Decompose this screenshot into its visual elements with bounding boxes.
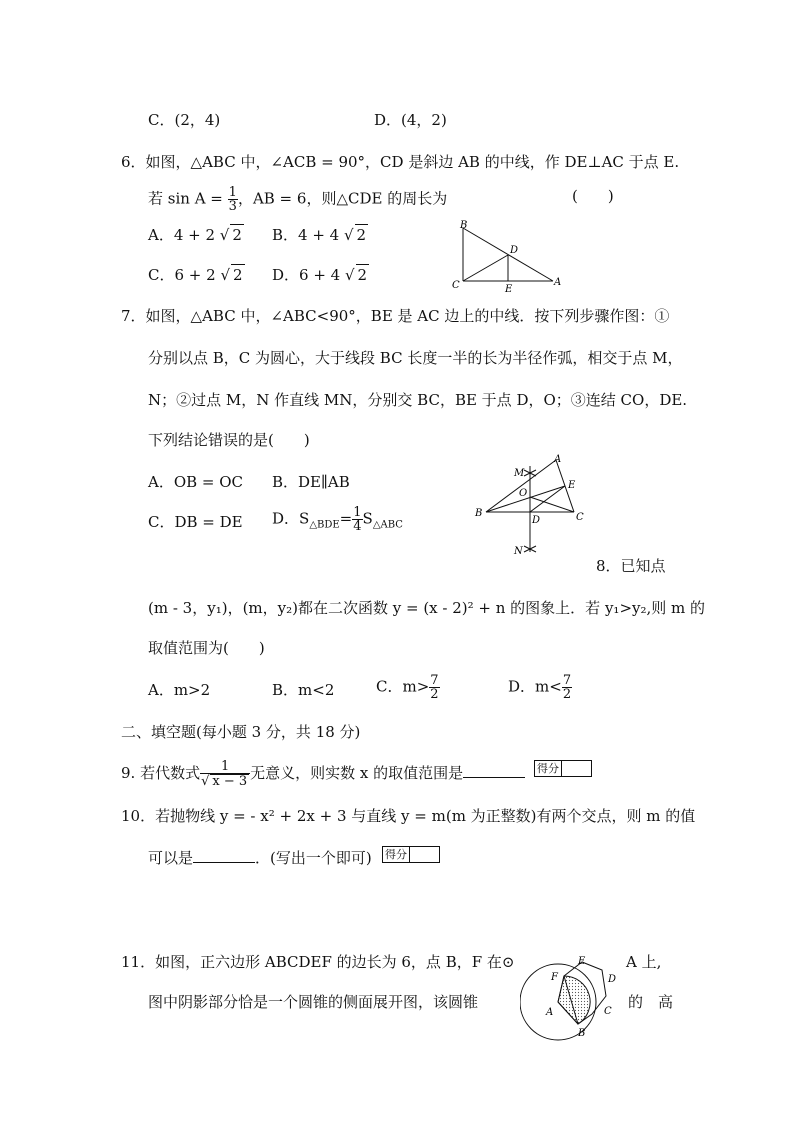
q11-label-a: A — [546, 1007, 554, 1018]
q7-option-b: B．DE∥AB — [272, 473, 350, 491]
q11-label-b: B — [578, 1028, 586, 1039]
q6-triangle-figure — [448, 218, 572, 294]
q9-answer-blank[interactable] — [463, 763, 525, 778]
q10-line1: 10．若抛物线 y = - x² + 2x + 3 与直线 y = m(m 为正整数)有两个交点，则 m 的值 — [121, 807, 696, 825]
q7-line1: 7．如图，△ABC 中，∠ABC<90°，BE 是 AC 边上的中线．按下列步骤作图：① — [121, 307, 670, 325]
q7-option-d: D．$S_{\triangle BDE}=$ $\frac{1}{4}$ $S_{\triangle ABC}$ — [272, 505, 403, 534]
q8-line1: 8．已知点 — [596, 557, 666, 575]
q7-label-a: A — [554, 454, 562, 465]
q8-line2: (m - 3，y₁)，(m，y₂)都在二次函数 y = (x - 2)² + n 的图象上．若 y₁>y₂,则 m 的 — [148, 599, 706, 617]
q7-line3: N；②过点 M，N 作直线 MN，分别交 BC，BE 于点 D，O；③连结 CO，DE. — [148, 391, 688, 409]
q6-label-d: D — [510, 245, 519, 256]
q7-option-c: C．DB = DE — [148, 513, 243, 531]
q6-option-d: D．6 + 4 √ 2 — [272, 266, 368, 284]
q6-option-a: A．4 + 2 √ 2 — [148, 226, 242, 244]
q5-option-c: C．(2，4) — [148, 111, 221, 129]
q11-label-f: F — [551, 972, 558, 983]
q7-label-d: D — [532, 515, 541, 526]
q6-fraction: $\frac{1}{3}$ — [228, 185, 237, 214]
q11-label-d: D — [608, 974, 617, 985]
q6-answer-paren: ( ) — [572, 187, 614, 205]
q9-line: 9. 若代数式 $\frac{1}{√ x - 3}$ 无意义，则实数 x 的取值范围是 — [121, 760, 525, 788]
q7-label-b: B — [475, 508, 483, 519]
q11-line1-end: A 上, — [626, 953, 662, 971]
q11-line1: 11．如图，正六边形 ABCDEF 的边长为 6，点 B，F 在⊙ — [121, 953, 515, 971]
q7-label-c: C — [576, 512, 584, 523]
q8-option-a: A．m>2 — [148, 681, 211, 699]
q6-label-c: C — [452, 280, 460, 291]
q8-line3: 取值范围为( ) — [148, 639, 265, 657]
q8-option-b: B．m<2 — [272, 681, 335, 699]
q5-option-d: D．(4，2) — [374, 111, 447, 129]
q7-option-a: A．OB = OC — [148, 473, 244, 491]
q6-number: 6． — [121, 153, 146, 171]
q10-line2: 可以是 ．(写出一个即可) — [148, 849, 372, 867]
q6-label-a: A — [554, 277, 562, 288]
q10-answer-blank[interactable] — [193, 848, 255, 863]
q7-label-n: N — [514, 546, 523, 557]
q8-option-c: C．m> $\frac{7}{2}$ — [376, 673, 439, 702]
q11-label-e: E — [578, 956, 586, 967]
q6-line1 — [121, 152, 679, 172]
q7-line2: 分别以点 B，C 为圆心，大于线段 BC 长度一半的长为半径作弧，相交于点 M， — [148, 349, 683, 367]
q7-label-o: O — [519, 488, 528, 499]
q7-line4: 下列结论错误的是( ) — [148, 431, 310, 449]
q6-option-b: B．4 + 4 √ 2 — [272, 226, 367, 244]
q6-if: 若 sin A = — [148, 189, 223, 208]
q10-score-box: 得分 — [382, 846, 440, 863]
q9-score-box: 得分 — [534, 760, 592, 777]
q6-label-e: E — [505, 284, 513, 294]
q11-line2-end: 的 高 — [628, 993, 674, 1011]
section-2-heading: 二、填空题(每小题 3 分，共 18 分) — [121, 723, 361, 741]
q11-line2: 图中阴影部分恰是一个圆锥的侧面展开图，该圆锥 — [148, 993, 479, 1011]
q6-rest: ，AB = 6，则△CDE 的周长为 — [237, 189, 448, 208]
q8-option-d: D．m< $\frac{7}{2}$ — [508, 673, 572, 702]
q6-label-b: B — [460, 220, 468, 231]
q7-label-e: E — [568, 480, 576, 491]
q11-hexagon-figure — [520, 952, 624, 1044]
q11-label-c: C — [604, 1006, 612, 1017]
q6-option-c: C．6 + 2 √ 2 — [148, 266, 243, 284]
q6-line2 — [148, 186, 447, 213]
q6-stem: 如图，△ABC 中，∠ACB = 90°，CD 是斜边 AB 的中线，作 DE⊥AC 于点 E. — [145, 153, 680, 171]
q7-construction-figure — [470, 452, 594, 560]
q7-label-m: M — [514, 468, 525, 479]
